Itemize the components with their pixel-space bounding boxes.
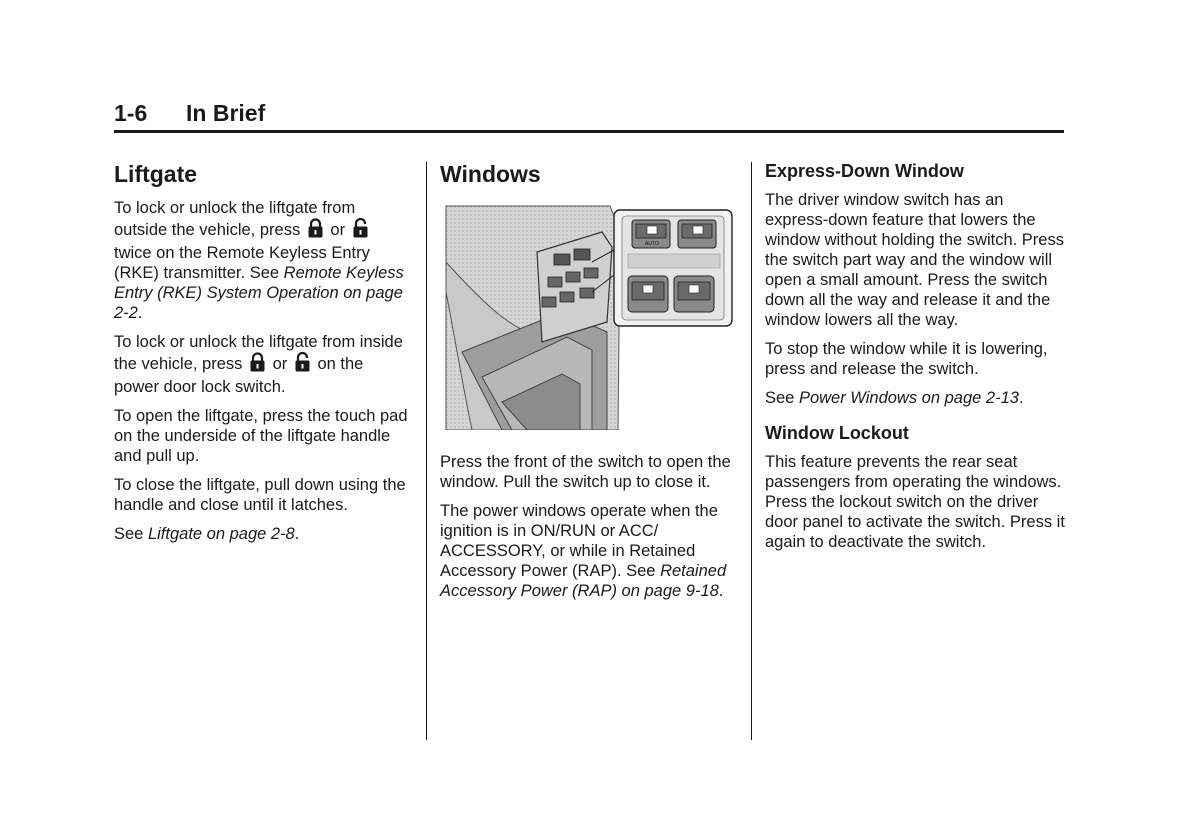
window-switch-illustration	[442, 202, 734, 430]
auto-label: AUTO	[645, 241, 659, 247]
lock-icon	[249, 352, 266, 377]
liftgate-heading: Liftgate	[114, 161, 198, 187]
express-down-paragraph: See Power Windows on page 2-13.	[765, 389, 1024, 407]
column-divider	[426, 162, 427, 740]
windows-paragraph: The power windows operate when the ignition is in ON/RUN or ACC/ ACCESSORY, or while in Retained Accessory Power (RAP). See Retained Accessory Power (RAP) on page 9-18.	[440, 502, 727, 600]
liftgate-paragraph: To close the liftgate, pull down using the handle and close until it latches.	[114, 476, 406, 514]
liftgate-paragraph: To open the liftgate, press the touch pad on the underside of the liftgate handle and pull up.	[114, 407, 408, 465]
lock-icon	[307, 218, 324, 243]
window-lockout-paragraph: This feature prevents the rear seat passengers from operating the windows. Press the lockout switch on the driver door panel to activate the switch. Press it again to deactivate the switch.	[765, 453, 1065, 551]
page-number: 1-6	[114, 100, 148, 126]
column-divider	[751, 162, 752, 740]
express-down-paragraph: To stop the window while it is lowering, press and release the switch.	[765, 340, 1048, 378]
express-down-heading: Express-Down Window	[765, 161, 964, 181]
rap-reference: Retained Accessory Power (RAP) on page 9-18	[440, 562, 727, 600]
page-header	[114, 100, 1064, 133]
liftgate-paragraph: To lock or unlock the liftgate from outside the vehicle, press or twice on the Remote Keyless Entry (RKE) transmitter. See Remote Keyless Entry (RKE) System Operation on page 2-2.	[114, 199, 404, 322]
liftgate-paragraph: See Liftgate on page 2-8.	[114, 525, 300, 543]
windows-paragraph: Press the front of the switch to open the window. Pull the switch up to close it.	[440, 453, 731, 491]
express-down-column	[765, 160, 1065, 561]
unlock-icon	[294, 352, 311, 377]
liftgate-paragraph: To lock or unlock the liftgate from inside the vehicle, press or on the power door lock switch.	[114, 333, 403, 396]
section-title: In Brief	[186, 100, 266, 126]
windows-heading: Windows	[440, 161, 541, 187]
liftgate-reference: Liftgate on page 2-8	[147, 525, 295, 543]
liftgate-column	[114, 160, 412, 553]
power-windows-reference: Power Windows on page 2-13	[798, 389, 1019, 407]
rke-reference: Remote Keyless Entry (RKE) System Operation on page 2-2	[114, 264, 404, 322]
window-lockout-heading: Window Lockout	[765, 423, 909, 443]
windows-column	[440, 160, 740, 610]
unlock-icon	[352, 218, 369, 243]
express-down-paragraph: The driver window switch has an express-down feature that lowers the window without holding the switch. Press the switch part way and the window will open a small amount. Press the switch down all the way and release it and the window lowers all the way.	[765, 191, 1064, 329]
